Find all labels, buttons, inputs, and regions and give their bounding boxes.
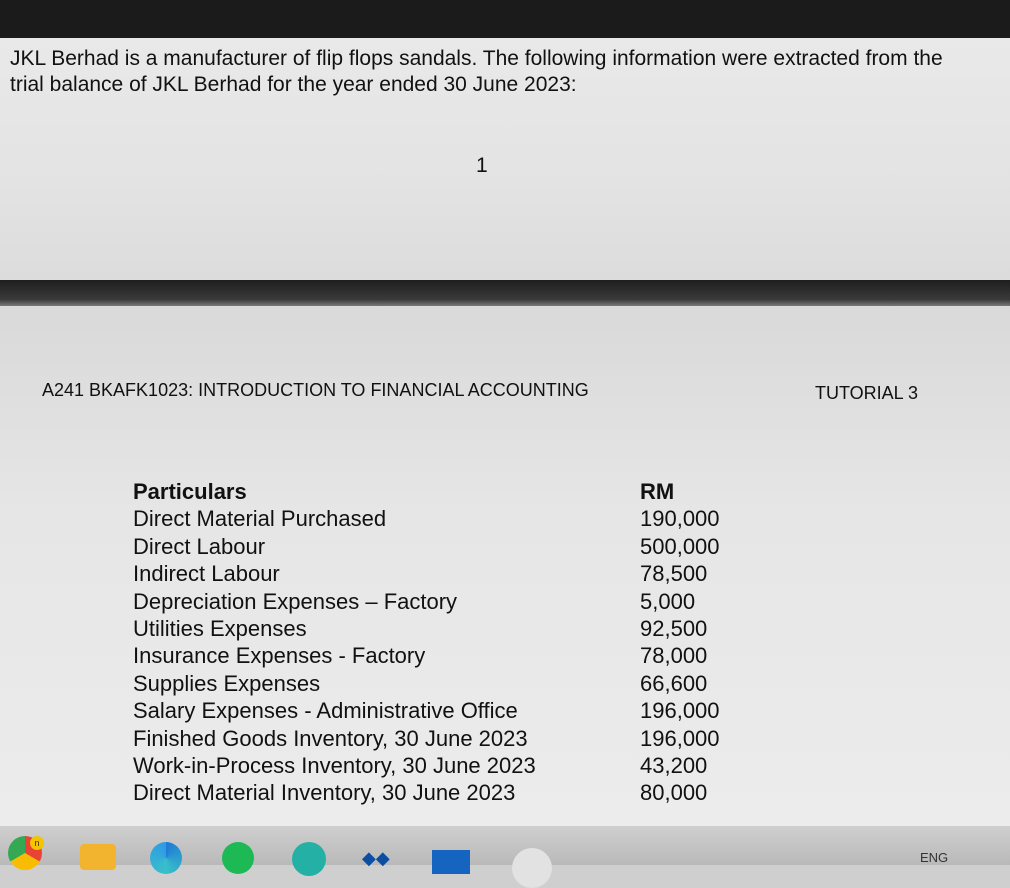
table-row bbox=[133, 779, 753, 806]
table-row bbox=[133, 670, 753, 697]
table-row bbox=[133, 505, 753, 532]
item-label: Depreciation Expenses – Factory bbox=[133, 588, 458, 614]
edge-icon[interactable] bbox=[150, 842, 182, 874]
trial-balance-table bbox=[133, 478, 753, 807]
folder-icon[interactable] bbox=[80, 844, 116, 870]
item-amount: 190,000 bbox=[640, 506, 720, 532]
table-row bbox=[133, 560, 753, 587]
item-label: Indirect Labour bbox=[133, 561, 280, 587]
spotify-icon[interactable] bbox=[222, 842, 254, 874]
item-label: Direct Labour bbox=[133, 533, 266, 559]
item-label: Direct Material Inventory, 30 June 2023 bbox=[133, 780, 516, 806]
table-row bbox=[133, 752, 753, 779]
table-header-row bbox=[133, 478, 753, 505]
language-indicator[interactable]: ENG bbox=[920, 850, 949, 865]
document-page-1 bbox=[0, 38, 1010, 280]
intro-text: JKL Berhad is a manufacturer of flip flops sandals. The following information were extracted from the trial balance of JKL Berhad for the year ended 30 June 2023: bbox=[10, 47, 943, 96]
particulars-header: Particulars bbox=[133, 479, 247, 504]
item-amount: 196,000 bbox=[640, 725, 720, 751]
item-label: Direct Material Purchased bbox=[133, 506, 387, 532]
notification-badge: n bbox=[30, 836, 44, 850]
item-label: Supplies Expenses bbox=[133, 670, 321, 696]
table-row bbox=[133, 725, 753, 752]
item-amount: 80,000 bbox=[640, 780, 708, 806]
rm-header: RM bbox=[640, 479, 675, 504]
dropbox-icon[interactable]: ◆◆ bbox=[362, 848, 390, 868]
item-label: Finished Goods Inventory, 30 June 2023 bbox=[133, 725, 528, 751]
app-icon[interactable] bbox=[292, 842, 326, 876]
item-label: Work-in-Process Inventory, 30 June 2023 bbox=[133, 752, 536, 778]
document-page-2 bbox=[0, 306, 1010, 826]
table-row bbox=[133, 642, 753, 669]
circle-app-icon[interactable] bbox=[512, 848, 552, 888]
item-amount: 500,000 bbox=[640, 533, 720, 559]
item-amount: 66,600 bbox=[640, 670, 708, 696]
page-number: 1 bbox=[476, 154, 488, 177]
item-label: Insurance Expenses - Factory bbox=[133, 643, 426, 669]
taskbar bbox=[0, 826, 1010, 868]
screen-bezel bbox=[0, 0, 1010, 40]
app-blue-icon[interactable] bbox=[432, 850, 470, 874]
course-header: A241 BKAFK1023: INTRODUCTION TO FINANCIAL ACCOUNTING bbox=[42, 380, 589, 400]
item-amount: 92,500 bbox=[640, 615, 708, 641]
item-amount: 43,200 bbox=[640, 752, 708, 778]
page-gap bbox=[0, 280, 1010, 308]
tutorial-header: TUTORIAL 3 bbox=[815, 383, 919, 403]
item-label: Salary Expenses - Administrative Office bbox=[133, 698, 518, 724]
table-row bbox=[133, 615, 753, 642]
item-label: Utilities Expenses bbox=[133, 615, 307, 641]
item-amount: 78,500 bbox=[640, 561, 708, 587]
table-row bbox=[133, 533, 753, 560]
item-amount: 196,000 bbox=[640, 698, 720, 724]
item-amount: 5,000 bbox=[640, 588, 696, 614]
item-amount: 78,000 bbox=[640, 643, 708, 669]
table-row bbox=[133, 697, 753, 724]
table-row bbox=[133, 588, 753, 615]
